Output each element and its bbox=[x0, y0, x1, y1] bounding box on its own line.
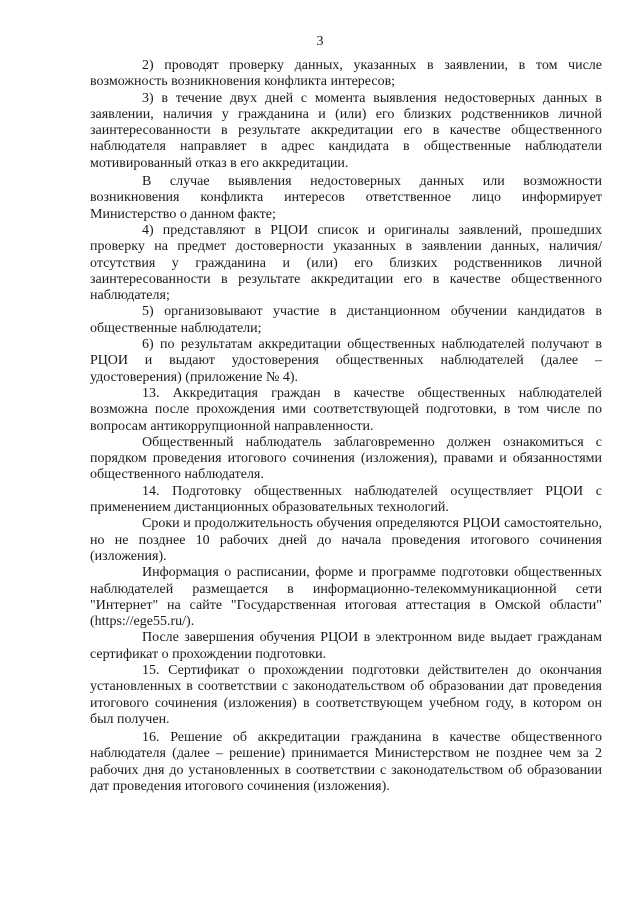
paragraph-conflict-notice: В случае выявления недостоверных данных или возможности возникновения конфликта интересов ответственное лицо информирует Министерство о данном факте; bbox=[90, 174, 602, 222]
paragraph-item-6: 6) по результатам аккредитации общественных наблюдателей получают в РЦОИ и выдают удостоверения общественных наблюдателей (далее – удостоверения) (приложение № 4). bbox=[90, 337, 602, 385]
paragraph-item-3: 3) в течение двух дней с момента выявления недостоверных данных в заявлении, наличия у гражданина и (или) его близких родственников личной заинтересованности в результате аккредитации его в качестве общественного наблюдателя направляет в адрес кандидата в общественные наблюдатели мотивированный отказ в его аккредитации. bbox=[90, 90, 602, 171]
paragraph-item-4: 4) представляют в РЦОИ список и оригиналы заявлений, прошедших проверку на предмет достоверности указанных в заявлении данных, наличия/отсутствия у гражданина и (или) его близких родственников личной заинтересованности в результате аккредитации его в качестве общественного наблюдателя; bbox=[90, 222, 602, 304]
document-body bbox=[90, 58, 602, 795]
paragraph-section-15: 15. Сертификат о прохождении подготовки действителен до окончания установленных в соответствии с законодательством об образовании дат проведения итогового сочинения (изложения) в соответствующем учебном году, в котором он был получен. bbox=[90, 662, 602, 727]
paragraph-training-info: Информация о расписании, форме и программе подготовки общественных наблюдателей размещается в информационно-телекоммуникационной сети "Интернет" на сайте "Государственная итоговая аттестация в Омской области" (https://ege55.ru/). bbox=[90, 565, 602, 630]
paragraph-section-14: 14. Подготовку общественных наблюдателей осуществляет РЦОИ с применением дистанционных образовательных технологий. bbox=[90, 483, 602, 516]
paragraph-item-2: 2) проводят проверку данных, указанных в заявлении, в том числе возможность возникновения конфликта интересов; bbox=[90, 58, 602, 90]
paragraph-observer-duty: Общественный наблюдатель заблаговременно должен ознакомиться с порядком проведения итогового сочинения (изложения), правами и обязанностями общественного наблюдателя. bbox=[90, 434, 602, 483]
page-number: 3 bbox=[316, 34, 324, 49]
paragraph-training-terms: Сроки и продолжительность обучения определяются РЦОИ самостоятельно, но не позднее 10 рабочих дней до начала проведения итогового сочинения (изложения). bbox=[90, 516, 602, 564]
paragraph-section-13: 13. Аккредитация граждан в качестве общественных наблюдателей возможна после прохождения ими соответствующей подготовки, в том числе по вопросам антикоррупционной направленности. bbox=[90, 385, 602, 434]
paragraph-certificate-issue: После завершения обучения РЦОИ в электронном виде выдает гражданам сертификат о прохождении подготовки. bbox=[90, 630, 602, 662]
paragraph-item-5: 5) организовывают участие в дистанционном обучении кандидатов в общественные наблюдатели; bbox=[90, 304, 602, 336]
paragraph-section-16: 16. Решение об аккредитации гражданина в качестве общественного наблюдателя (далее – решение) принимается Министерством не позднее чем за 2 рабочих дня до установленных в соответствии с законодательством об образовании дат проведения итогового сочинения (изложения). bbox=[90, 730, 602, 795]
